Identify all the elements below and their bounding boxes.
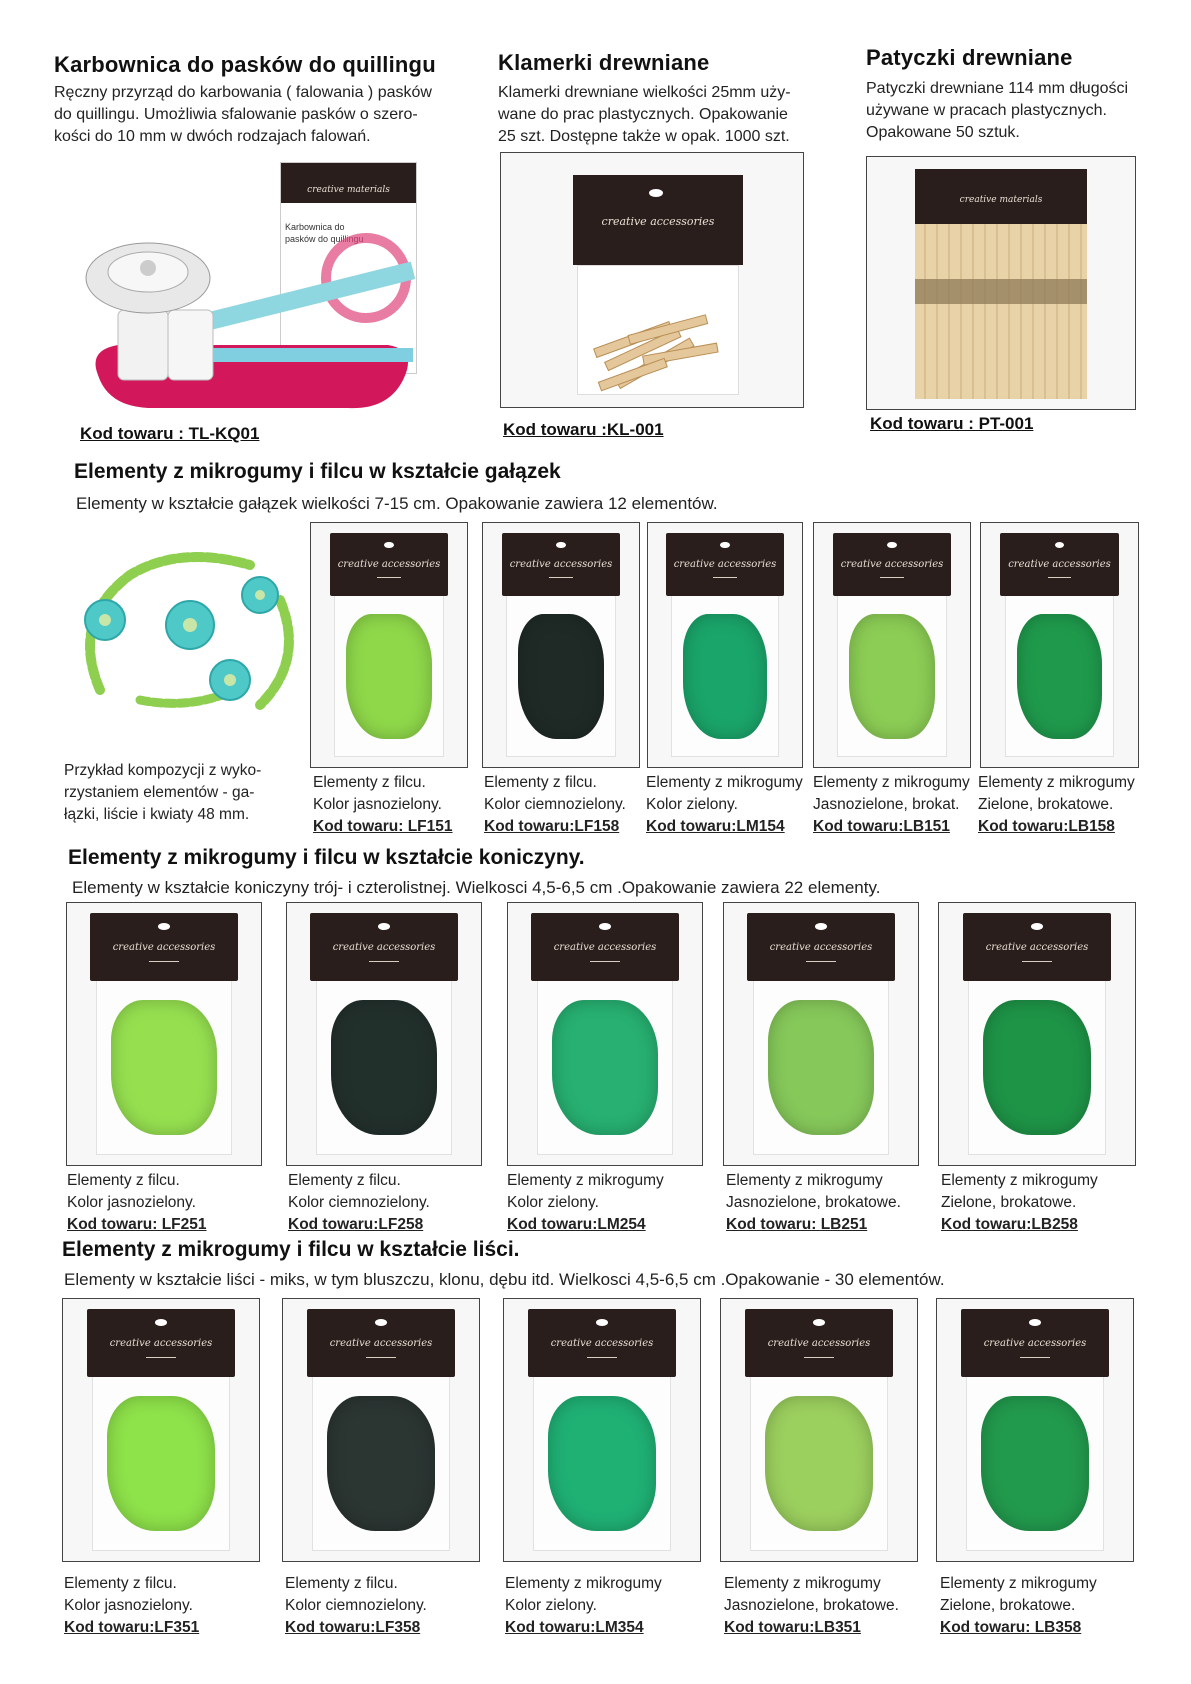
caption-line2: Kolor jasnozielony. xyxy=(313,796,442,813)
package-brand-text: creative accessories xyxy=(601,215,715,228)
caption-line2: Jasnozielone, brokat. xyxy=(813,796,960,813)
product-code: Kod towaru: LF251 xyxy=(67,1216,207,1233)
caption-line1: Elementy z mikrogumy xyxy=(646,774,803,791)
caption-line2: Kolor ciemnozielony. xyxy=(285,1597,427,1614)
caption-line1: Elementy z filcu. xyxy=(313,774,426,791)
product-code: Kod towaru:LF158 xyxy=(484,818,620,835)
package-brand-text: creative accessories xyxy=(767,1337,871,1349)
caption-line2: Kolor jasnozielony. xyxy=(67,1194,196,1211)
caption-line2: Kolor ciemnozielony. xyxy=(484,796,626,813)
product-desc-clothespins xyxy=(498,82,828,148)
package-brand-text: creative accessories xyxy=(1008,559,1111,571)
caption-line2: Jasnozielone, brokatowe. xyxy=(724,1597,899,1614)
caption-line2: Kolor zielony. xyxy=(505,1597,597,1614)
product-code: Kod towaru:LF358 xyxy=(285,1619,421,1636)
product-title-sticks: Patyczki drewniane xyxy=(866,45,1073,70)
caption-line1: Elementy z filcu. xyxy=(285,1575,398,1592)
package-brand-text: creative accessories xyxy=(985,941,1089,953)
caption-line1: Elementy z filcu. xyxy=(484,774,597,791)
package-brand-text: creative accessories xyxy=(769,941,873,953)
product-code-sticks: Kod towaru : PT-001 xyxy=(870,414,1034,433)
product-caption xyxy=(940,1573,1097,1639)
product-caption xyxy=(941,1170,1098,1236)
product-code: Kod towaru:LB151 xyxy=(813,818,950,835)
product-caption xyxy=(505,1573,662,1639)
product-image xyxy=(310,522,468,768)
desc-line: używane w pracach plastycznych. xyxy=(866,102,1107,119)
caption-line1: Elementy z mikrogumy xyxy=(813,774,970,791)
product-desc-quilling-crimper xyxy=(54,82,454,148)
package-brand-text: creative accessories xyxy=(109,1337,213,1349)
caption-line2: Zielone, brokatowe. xyxy=(940,1597,1076,1614)
package-brand-text: creative accessories xyxy=(112,941,216,953)
caption-line1: Elementy z filcu. xyxy=(67,1172,180,1189)
product-image xyxy=(503,1298,701,1562)
desc-line: 25 szt. Dostępne także w opak. 1000 szt. xyxy=(498,128,790,145)
caption-line: rzystaniem elementów - ga- xyxy=(64,784,255,801)
caption-line2: Jasnozielone, brokatowe. xyxy=(726,1194,901,1211)
section-desc-branches: Elementy w kształcie gałązek wielkości 7-15 cm. Opakowanie zawiera 12 elementów. xyxy=(76,494,718,513)
desc-line: do quillingu. Umożliwia sfalowanie pasków o szero- xyxy=(54,106,418,123)
package-brand-text: creative accessories xyxy=(509,559,613,571)
caption-line2: Kolor zielony. xyxy=(646,796,738,813)
section-desc-clover: Elementy w kształcie koniczyny trój- i czterolistnej. Wielkosci 4,5-6,5 cm .Opakowanie zawiera 22 elementy. xyxy=(72,878,881,897)
desc-line: Ręczny przyrząd do karbowania ( falowania ) pasków xyxy=(54,84,432,101)
package-brand-text: creative accessories xyxy=(983,1337,1087,1349)
caption-line2: Kolor zielony. xyxy=(507,1194,599,1211)
product-caption xyxy=(67,1170,207,1236)
product-code: Kod towaru:LB158 xyxy=(978,818,1115,835)
product-code-clothespins: Kod towaru :KL-001 xyxy=(503,420,664,439)
product-code: Kod towaru: LB358 xyxy=(940,1619,1082,1636)
desc-line: wane do prac plastycznych. Opakowanie xyxy=(498,106,788,123)
section-heading-branches: Elementy z mikrogumy i filcu w kształcie gałązek xyxy=(74,460,561,483)
product-code: Kod towaru:LF351 xyxy=(64,1619,200,1636)
package-brand-text: creative accessories xyxy=(553,941,657,953)
product-code: Kod towaru:LB258 xyxy=(941,1216,1078,1233)
product-caption xyxy=(288,1170,430,1236)
caption-line1: Elementy z filcu. xyxy=(64,1575,177,1592)
caption-line2: Kolor ciemnozielony. xyxy=(288,1194,430,1211)
product-title-quilling-crimper: Karbownica do pasków do quillingu xyxy=(54,52,436,77)
product-image xyxy=(723,902,919,1166)
caption-line1: Elementy z mikrogumy xyxy=(940,1575,1097,1592)
section-desc-leaves: Elementy w kształcie liści - miks, w tym bluszczu, klonu, dębu itd. Wielkosci 4,5-6,5 cm .Opakowanie - 30 elementów. xyxy=(64,1270,945,1289)
package-brand-text: creative accessories xyxy=(329,1337,433,1349)
desc-line: Opakowane 50 sztuk. xyxy=(866,124,1020,141)
product-caption xyxy=(813,772,970,838)
caption-line1: Elementy z mikrogumy xyxy=(507,1172,664,1189)
product-code: Kod towaru:LB351 xyxy=(724,1619,861,1636)
desc-line: Patyczki drewniane 114 mm długości xyxy=(866,80,1129,97)
package-label: Karbownica do pasków do quillingu xyxy=(285,222,364,244)
caption-line: łązki, liście i kwiaty 48 mm. xyxy=(64,806,250,823)
quilling-crimper-image xyxy=(58,150,418,415)
product-image xyxy=(286,902,482,1166)
product-code: Kod towaru: LB251 xyxy=(726,1216,868,1233)
product-desc-sticks xyxy=(866,78,1166,144)
example-caption xyxy=(64,760,261,826)
section-heading-clover: Elementy z mikrogumy i filcu w kształcie koniczyny. xyxy=(68,846,585,869)
caption-line1: Elementy z mikrogumy xyxy=(726,1172,883,1189)
product-image xyxy=(720,1298,918,1562)
product-image xyxy=(813,522,971,768)
product-image xyxy=(66,902,262,1166)
caption-line1: Elementy z mikrogumy xyxy=(978,774,1135,791)
desc-line: Klamerki drewniane wielkości 25mm uży- xyxy=(498,84,791,101)
product-image xyxy=(507,902,703,1166)
caption-line: Przykład kompozycji z wyko- xyxy=(64,762,262,779)
caption-line2: Zielone, brokatowe. xyxy=(941,1194,1077,1211)
product-caption xyxy=(285,1573,427,1639)
product-image xyxy=(647,522,803,768)
product-image xyxy=(282,1298,480,1562)
caption-line1: Elementy z filcu. xyxy=(288,1172,401,1189)
product-image xyxy=(62,1298,260,1562)
caption-line1: Elementy z mikrogumy xyxy=(941,1172,1098,1189)
product-code: Kod towaru:LM154 xyxy=(646,818,785,835)
product-code: Kod towaru: LF151 xyxy=(313,818,453,835)
package-brand-text: creative accessories xyxy=(840,559,944,571)
package-brand-text: creative accessories xyxy=(673,559,777,571)
sticks-image xyxy=(866,156,1136,410)
product-caption xyxy=(646,772,803,838)
product-caption xyxy=(978,772,1135,838)
product-caption xyxy=(313,772,453,838)
product-caption xyxy=(507,1170,664,1236)
product-caption xyxy=(724,1573,899,1639)
caption-line2: Zielone, brokatowe. xyxy=(978,796,1114,813)
caption-line1: Elementy z mikrogumy xyxy=(505,1575,662,1592)
desc-line: kości do 10 mm w dwóch rodzajach falowań. xyxy=(54,128,371,145)
product-image xyxy=(936,1298,1134,1562)
product-code: Kod towaru:LM354 xyxy=(505,1619,644,1636)
caption-line1: Elementy z mikrogumy xyxy=(724,1575,881,1592)
product-caption xyxy=(726,1170,901,1236)
product-image xyxy=(938,902,1136,1166)
product-code: Kod towaru:LM254 xyxy=(507,1216,646,1233)
package-brand-text: creative materials xyxy=(307,185,390,195)
package-brand-text: creative accessories xyxy=(337,559,441,571)
product-image xyxy=(980,522,1139,768)
product-caption xyxy=(64,1573,199,1639)
product-image xyxy=(482,522,640,768)
section-heading-leaves: Elementy z mikrogumy i filcu w kształcie liści. xyxy=(62,1238,520,1261)
clothespins-image xyxy=(500,152,804,408)
product-title-clothespins: Klamerki drewniane xyxy=(498,50,710,75)
branches-example-composition xyxy=(60,540,300,730)
product-code: Kod towaru:LF258 xyxy=(288,1216,424,1233)
package-brand-text: creative accessories xyxy=(332,941,436,953)
package-brand-text: creative accessories xyxy=(550,1337,654,1349)
product-code-quilling-crimper: Kod towaru : TL-KQ01 xyxy=(80,424,260,443)
caption-line2: Kolor jasnozielony. xyxy=(64,1597,193,1614)
product-caption xyxy=(484,772,626,838)
package-brand-text: creative materials xyxy=(959,195,1043,205)
